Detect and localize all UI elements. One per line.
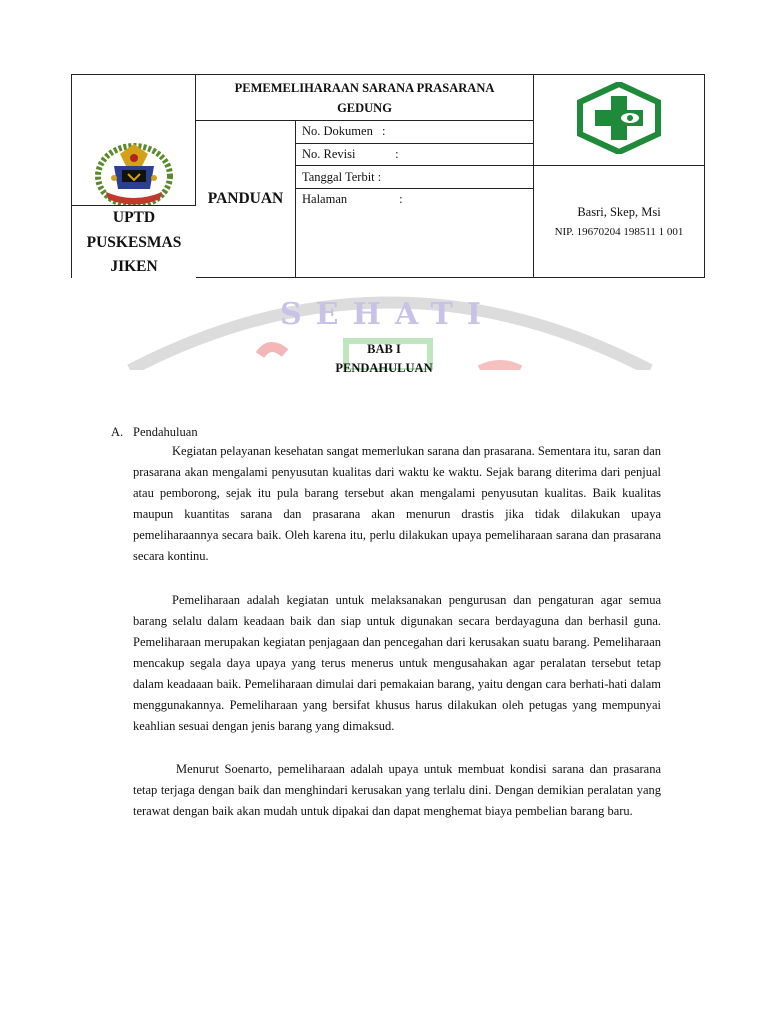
field-label: Tanggal Terbit <box>302 169 375 184</box>
chapter-label: BAB I <box>367 342 401 356</box>
section-heading <box>111 425 198 440</box>
right-logo-cell <box>534 75 705 166</box>
field-label: Halaman <box>302 191 348 206</box>
document-title-line1: PEMEMELIHARAAN SARANA PRASARANA <box>234 80 495 95</box>
institution-line2: PUSKESMAS <box>86 233 182 251</box>
section-marker: A. <box>111 425 124 439</box>
signatory-nip: NIP. 19670204 198511 1 001 <box>554 226 684 239</box>
field-no-dokumen: No. Dokumen : <box>296 121 534 144</box>
field-no-revisi: No. Revisi : <box>296 143 534 166</box>
regional-emblem-icon <box>84 134 184 214</box>
document-title-cell <box>196 75 534 121</box>
doc-type-label: PANDUAN <box>207 190 284 208</box>
watermark-text: SEHATI <box>280 297 495 332</box>
institution-block <box>72 205 196 278</box>
document-title-line2: GEDUNG <box>337 100 392 115</box>
paragraph-3: Menurut Soenarto, pemeliharaan adalah upaya untuk membuat kondisi sarana dan prasarana tetap terjaga dengan baik dan menghindari kerusakan yang terlalu dini. Dengan demikian peralatan yang terawat dengan baik akan mudah untuk dipakai dan dapat menghemat biaya pembelian barang baru. <box>133 762 661 818</box>
institution-line1: UPTD <box>112 209 156 226</box>
field-tanggal-terbit: Tanggal Terbit : <box>296 166 534 189</box>
field-label: No. Revisi <box>302 146 356 161</box>
paragraph-2: Pemeliharaan adalah kegiatan untuk melaksanakan pengurusan dan pengaturan agar semua barang selalu dalam keadaan baik dan siap untuk digunakan secara berdayaguna dan berhasil guna. Pemeliharaan merupakan kegiatan penjagaan dan pencegahan dari kerusakan suatu barang. Pemeliharaan mencakup segala daya upaya yang terus menerus untuk mengusahakan agar peralatan tersebut tetap dalam keadaaan baik. Pemeliharaan dimulai dari pemakaian barang, yaitu dengan cara berhati-hati dalam menggunakannya. Pemeliharaan yang bersifat khusus harus dilakukan oleh petugas yang mempunyai keahlian sesuai dengan jenis barang yang dimaksud. <box>133 593 661 733</box>
field-label: No. Dokumen <box>302 124 373 139</box>
chapter-title: PENDAHULUAN <box>335 361 433 375</box>
puskesmas-cross-icon <box>574 82 664 154</box>
signatory-name: Basri, Skep, Msi <box>577 205 661 220</box>
field-halaman: Halaman : <box>296 188 534 277</box>
paragraph-1: Kegiatan pelayanan kesehatan sangat memerlukan sarana dan prasarana. Sementara itu, saran dan prasarana akan mengalami penyusutan kualitas dari waktu ke waktu. Sejak barang diterima dari penjual atau pemborong, sejak itu pula barang tersebut akan mengalami penyusutan kualitas. Baik kualitas maupun kuantitas sarana dan prasarana akan menurun drastis jika tidak dilakukan upaya pemeliharaannya secara baik. Oleh karena itu, perlu dilakukan upaya pemeliharaan sarana dan prasarana secara kontinu. <box>133 444 661 563</box>
doc-type-cell <box>196 121 296 278</box>
section-title: Pendahuluan <box>133 425 198 439</box>
institution-line3: JIKEN <box>110 258 158 275</box>
signatory-cell <box>534 166 705 278</box>
